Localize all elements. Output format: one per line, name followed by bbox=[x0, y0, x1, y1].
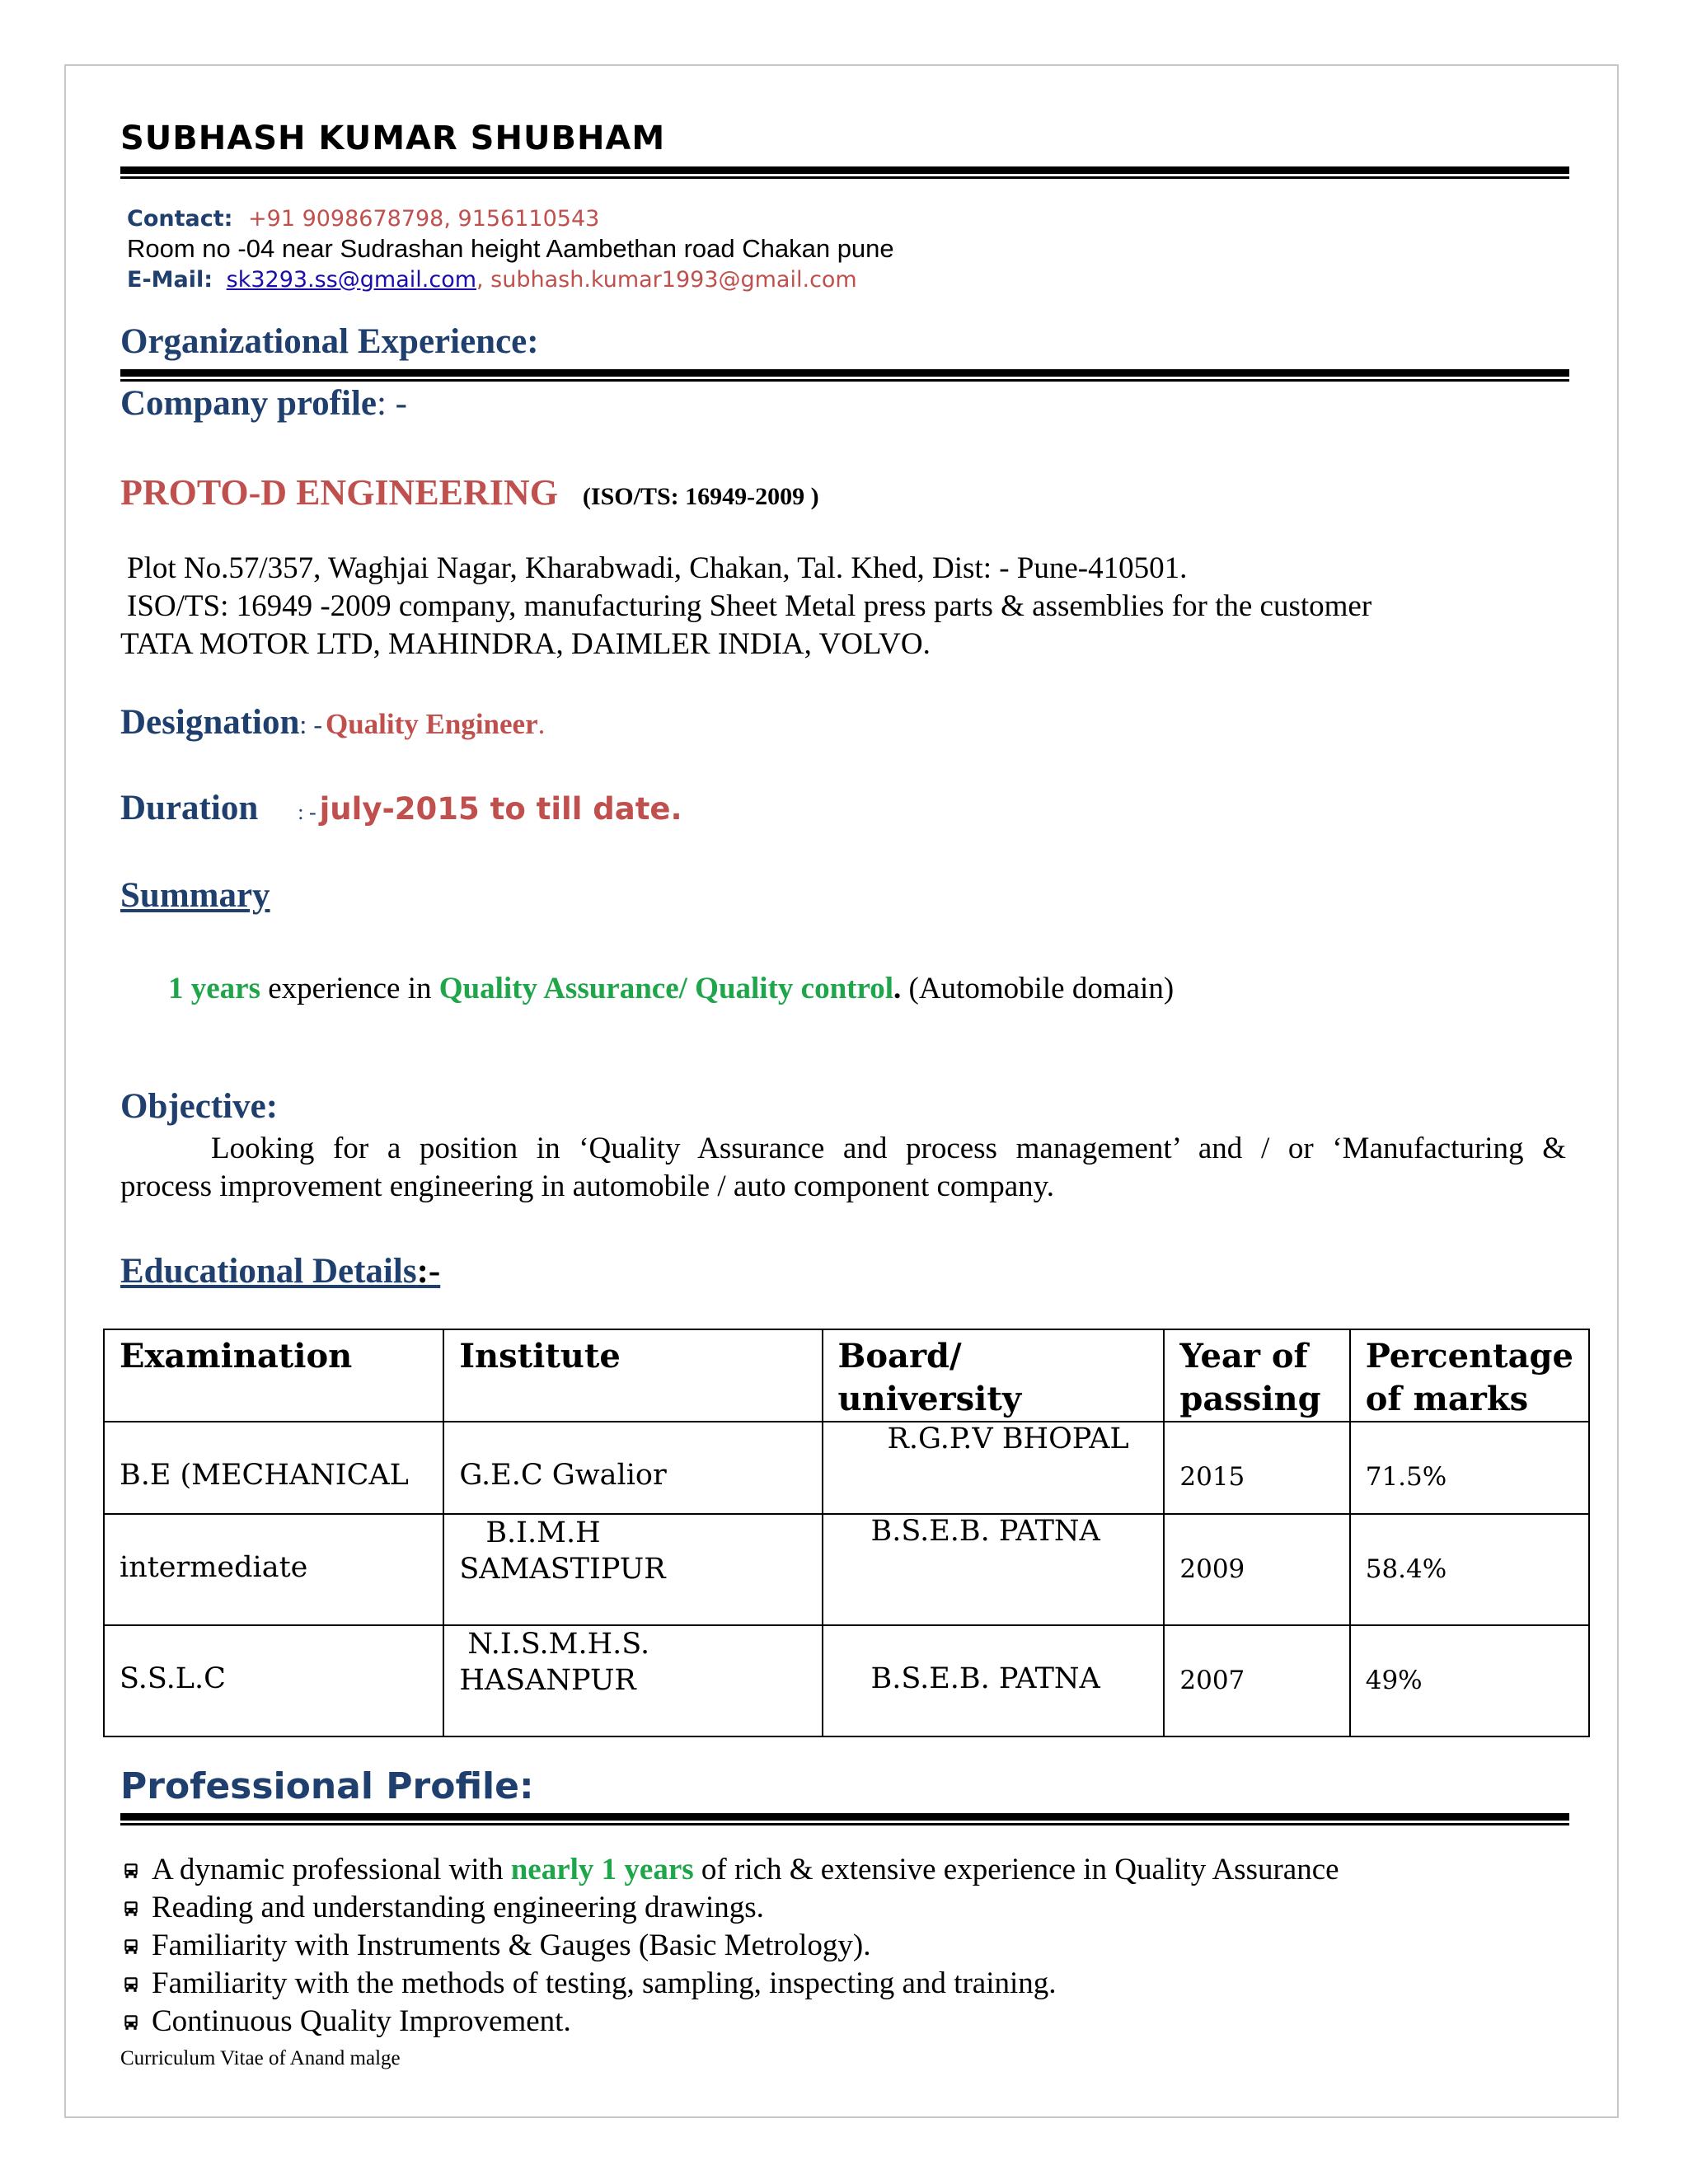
cell-board-text: B.S.E.B. PATNA bbox=[870, 1662, 1100, 1695]
summary-text2: (Automobile domain) bbox=[901, 972, 1175, 1005]
cell-exam-text: B.E (MECHANICAL bbox=[120, 1459, 409, 1492]
cell-percent-text: 71.5% bbox=[1365, 1462, 1447, 1492]
bullet0-highlight: nearly 1 years bbox=[510, 1853, 694, 1886]
bullet0-post: of rich & extensive experience in Quality Assurance bbox=[693, 1853, 1339, 1886]
company-desc-line1: ISO/TS: 16949 -2009 company, manufacturing Sheet Metal press parts & assemblies for the customer bbox=[127, 589, 1372, 623]
cell-exam bbox=[104, 1514, 443, 1625]
cell-institute bbox=[443, 1514, 822, 1625]
cell-year bbox=[1164, 1514, 1349, 1625]
cell-institute-text: G.E.C Gwalior bbox=[459, 1459, 667, 1492]
duration-value: july-2015 to till date. bbox=[319, 791, 682, 827]
bus-icon bbox=[122, 1862, 140, 1880]
bus-icon bbox=[122, 1938, 140, 1956]
bullet0-pre: A dynamic professional with bbox=[152, 1853, 511, 1886]
cell-board bbox=[823, 1625, 1165, 1736]
bus-icon bbox=[122, 1975, 140, 1994]
cell-exam bbox=[104, 1625, 443, 1736]
address-line: Room no -04 near Sudrashan height Aambethan road Chakan pune bbox=[127, 234, 894, 263]
summary-years: 1 years bbox=[168, 972, 260, 1005]
cell-year-text: 2007 bbox=[1179, 1666, 1245, 1695]
duration-sep: : - bbox=[298, 800, 316, 824]
objective-line1: Looking for a position in ‘Quality Assurance and process management’ and / or ‘Manufacturing & bbox=[211, 1132, 1566, 1165]
company-name: PROTO-D ENGINEERING bbox=[120, 472, 558, 513]
cell-institute-line2: HASANPUR bbox=[459, 1664, 636, 1697]
company-heading bbox=[120, 471, 819, 513]
professional-title: Professional Profile: bbox=[120, 1765, 534, 1807]
contact-phones: +91 9098678798, 9156110543 bbox=[248, 206, 600, 232]
list-item bbox=[122, 1927, 1339, 1965]
email-line bbox=[127, 267, 857, 293]
bullet1-text: Reading and understanding engineering drawings. bbox=[152, 1891, 764, 1924]
header-percentage: Percentage of marks bbox=[1350, 1329, 1589, 1422]
summary-dot: . bbox=[893, 972, 902, 1005]
header-rule-thin bbox=[120, 176, 1569, 179]
company-profile-label: Company profile bbox=[120, 384, 377, 423]
cell-exam-text: intermediate bbox=[120, 1551, 308, 1584]
header-year: Year of passing bbox=[1164, 1329, 1349, 1422]
objective-line2: process improvement engineering in automobile / auto component company. bbox=[120, 1169, 1054, 1203]
cell-board-text: B.S.E.B. PATNA bbox=[870, 1515, 1100, 1548]
cell-percent bbox=[1350, 1422, 1589, 1514]
header-rule bbox=[120, 166, 1569, 174]
contact-label: Contact: bbox=[127, 206, 233, 232]
cell-board bbox=[823, 1514, 1165, 1625]
company-profile-suffix: : - bbox=[376, 384, 408, 423]
cell-percent bbox=[1350, 1625, 1589, 1736]
bus-icon bbox=[122, 2013, 140, 2032]
email-secondary: , subhash.kumar1993@gmail.com bbox=[476, 267, 857, 293]
bullet4-text: Continuous Quality Improvement. bbox=[152, 2004, 571, 2038]
designation-label: Designation bbox=[120, 703, 300, 742]
bus-icon bbox=[122, 1900, 140, 1918]
contact-line bbox=[127, 206, 599, 232]
company-address: Plot No.57/357, Waghjai Nagar, Kharabwadi, Chakan, Tal. Khed, Dist: - Pune-410501. bbox=[127, 551, 1188, 585]
cell-year-text: 2015 bbox=[1179, 1462, 1245, 1492]
professional-bullets bbox=[122, 1851, 1339, 2041]
cell-institute bbox=[443, 1422, 822, 1514]
designation-sep: : - bbox=[299, 710, 322, 739]
table-row bbox=[104, 1625, 1589, 1736]
professional-rule bbox=[120, 1813, 1569, 1821]
summary-title: Summary bbox=[120, 876, 270, 915]
cell-board-text: R.G.P.V BHOPAL bbox=[887, 1422, 1129, 1455]
bullet3-text: Familiarity with the methods of testing, sampling, inspecting and training. bbox=[152, 1966, 1057, 2000]
education-table bbox=[103, 1329, 1590, 1737]
cell-year bbox=[1164, 1422, 1349, 1514]
education-title-text: Educational Details bbox=[120, 1252, 417, 1291]
company-cert: (ISO/TS: 16949-2009 ) bbox=[582, 483, 819, 510]
company-desc-line2: TATA MOTOR LTD, MAHINDRA, DAIMLER INDIA, VOLVO. bbox=[120, 627, 931, 661]
summary-text1: experience in bbox=[260, 972, 439, 1005]
experience-rule-thin bbox=[120, 379, 1569, 382]
summary-field: Quality Assurance/ Quality control bbox=[438, 972, 894, 1005]
list-item bbox=[122, 1851, 1339, 1889]
cell-percent bbox=[1350, 1514, 1589, 1625]
header-board: Board/ university bbox=[823, 1329, 1165, 1422]
company-profile-heading bbox=[120, 383, 407, 424]
designation-value: Quality Engineer bbox=[325, 708, 538, 740]
cell-institute-line2: SAMASTIPUR bbox=[459, 1553, 666, 1586]
list-item bbox=[122, 1889, 1339, 1927]
list-item bbox=[122, 1965, 1339, 2003]
header-examination: Examination bbox=[104, 1329, 443, 1422]
table-header-row bbox=[104, 1329, 1589, 1422]
email-link-primary[interactable]: sk3293.ss@gmail.com bbox=[226, 267, 477, 293]
candidate-name: SUBHASH KUMAR SHUBHAM bbox=[120, 120, 666, 157]
education-title bbox=[120, 1251, 440, 1291]
duration-label: Duration bbox=[120, 789, 259, 827]
cell-year-text: 2009 bbox=[1179, 1554, 1245, 1584]
cell-institute bbox=[443, 1625, 822, 1736]
experience-rule bbox=[120, 369, 1569, 377]
education-title-suffix: :- bbox=[416, 1252, 441, 1291]
cell-percent-text: 58.4% bbox=[1365, 1554, 1447, 1584]
bullet2-text: Familiarity with Instruments & Gauges (Basic Metrology). bbox=[152, 1929, 871, 1962]
email-label: E-Mail: bbox=[127, 267, 213, 293]
footer-text: Curriculum Vitae of Anand malge bbox=[120, 2047, 401, 2069]
summary-text bbox=[168, 971, 1174, 1006]
objective-title: Objective: bbox=[120, 1087, 279, 1126]
cell-year bbox=[1164, 1625, 1349, 1736]
list-item bbox=[122, 2003, 1339, 2041]
cell-percent-text: 49% bbox=[1365, 1666, 1423, 1695]
cell-institute-line1: N.I.S.M.H.S. bbox=[467, 1628, 650, 1661]
duration-line bbox=[120, 788, 682, 828]
designation-dot: . bbox=[537, 708, 546, 740]
cell-exam-text: S.S.L.C bbox=[120, 1662, 226, 1695]
cell-board bbox=[823, 1422, 1165, 1514]
header-institute: Institute bbox=[443, 1329, 822, 1422]
cell-institute-line1: B.I.M.H bbox=[485, 1516, 601, 1549]
cell-exam bbox=[104, 1422, 443, 1514]
section-title-experience: Organizational Experience: bbox=[120, 322, 539, 361]
professional-rule-thin bbox=[120, 1823, 1569, 1825]
table-row bbox=[104, 1514, 1589, 1625]
designation-line bbox=[120, 702, 545, 743]
table-row bbox=[104, 1422, 1589, 1514]
